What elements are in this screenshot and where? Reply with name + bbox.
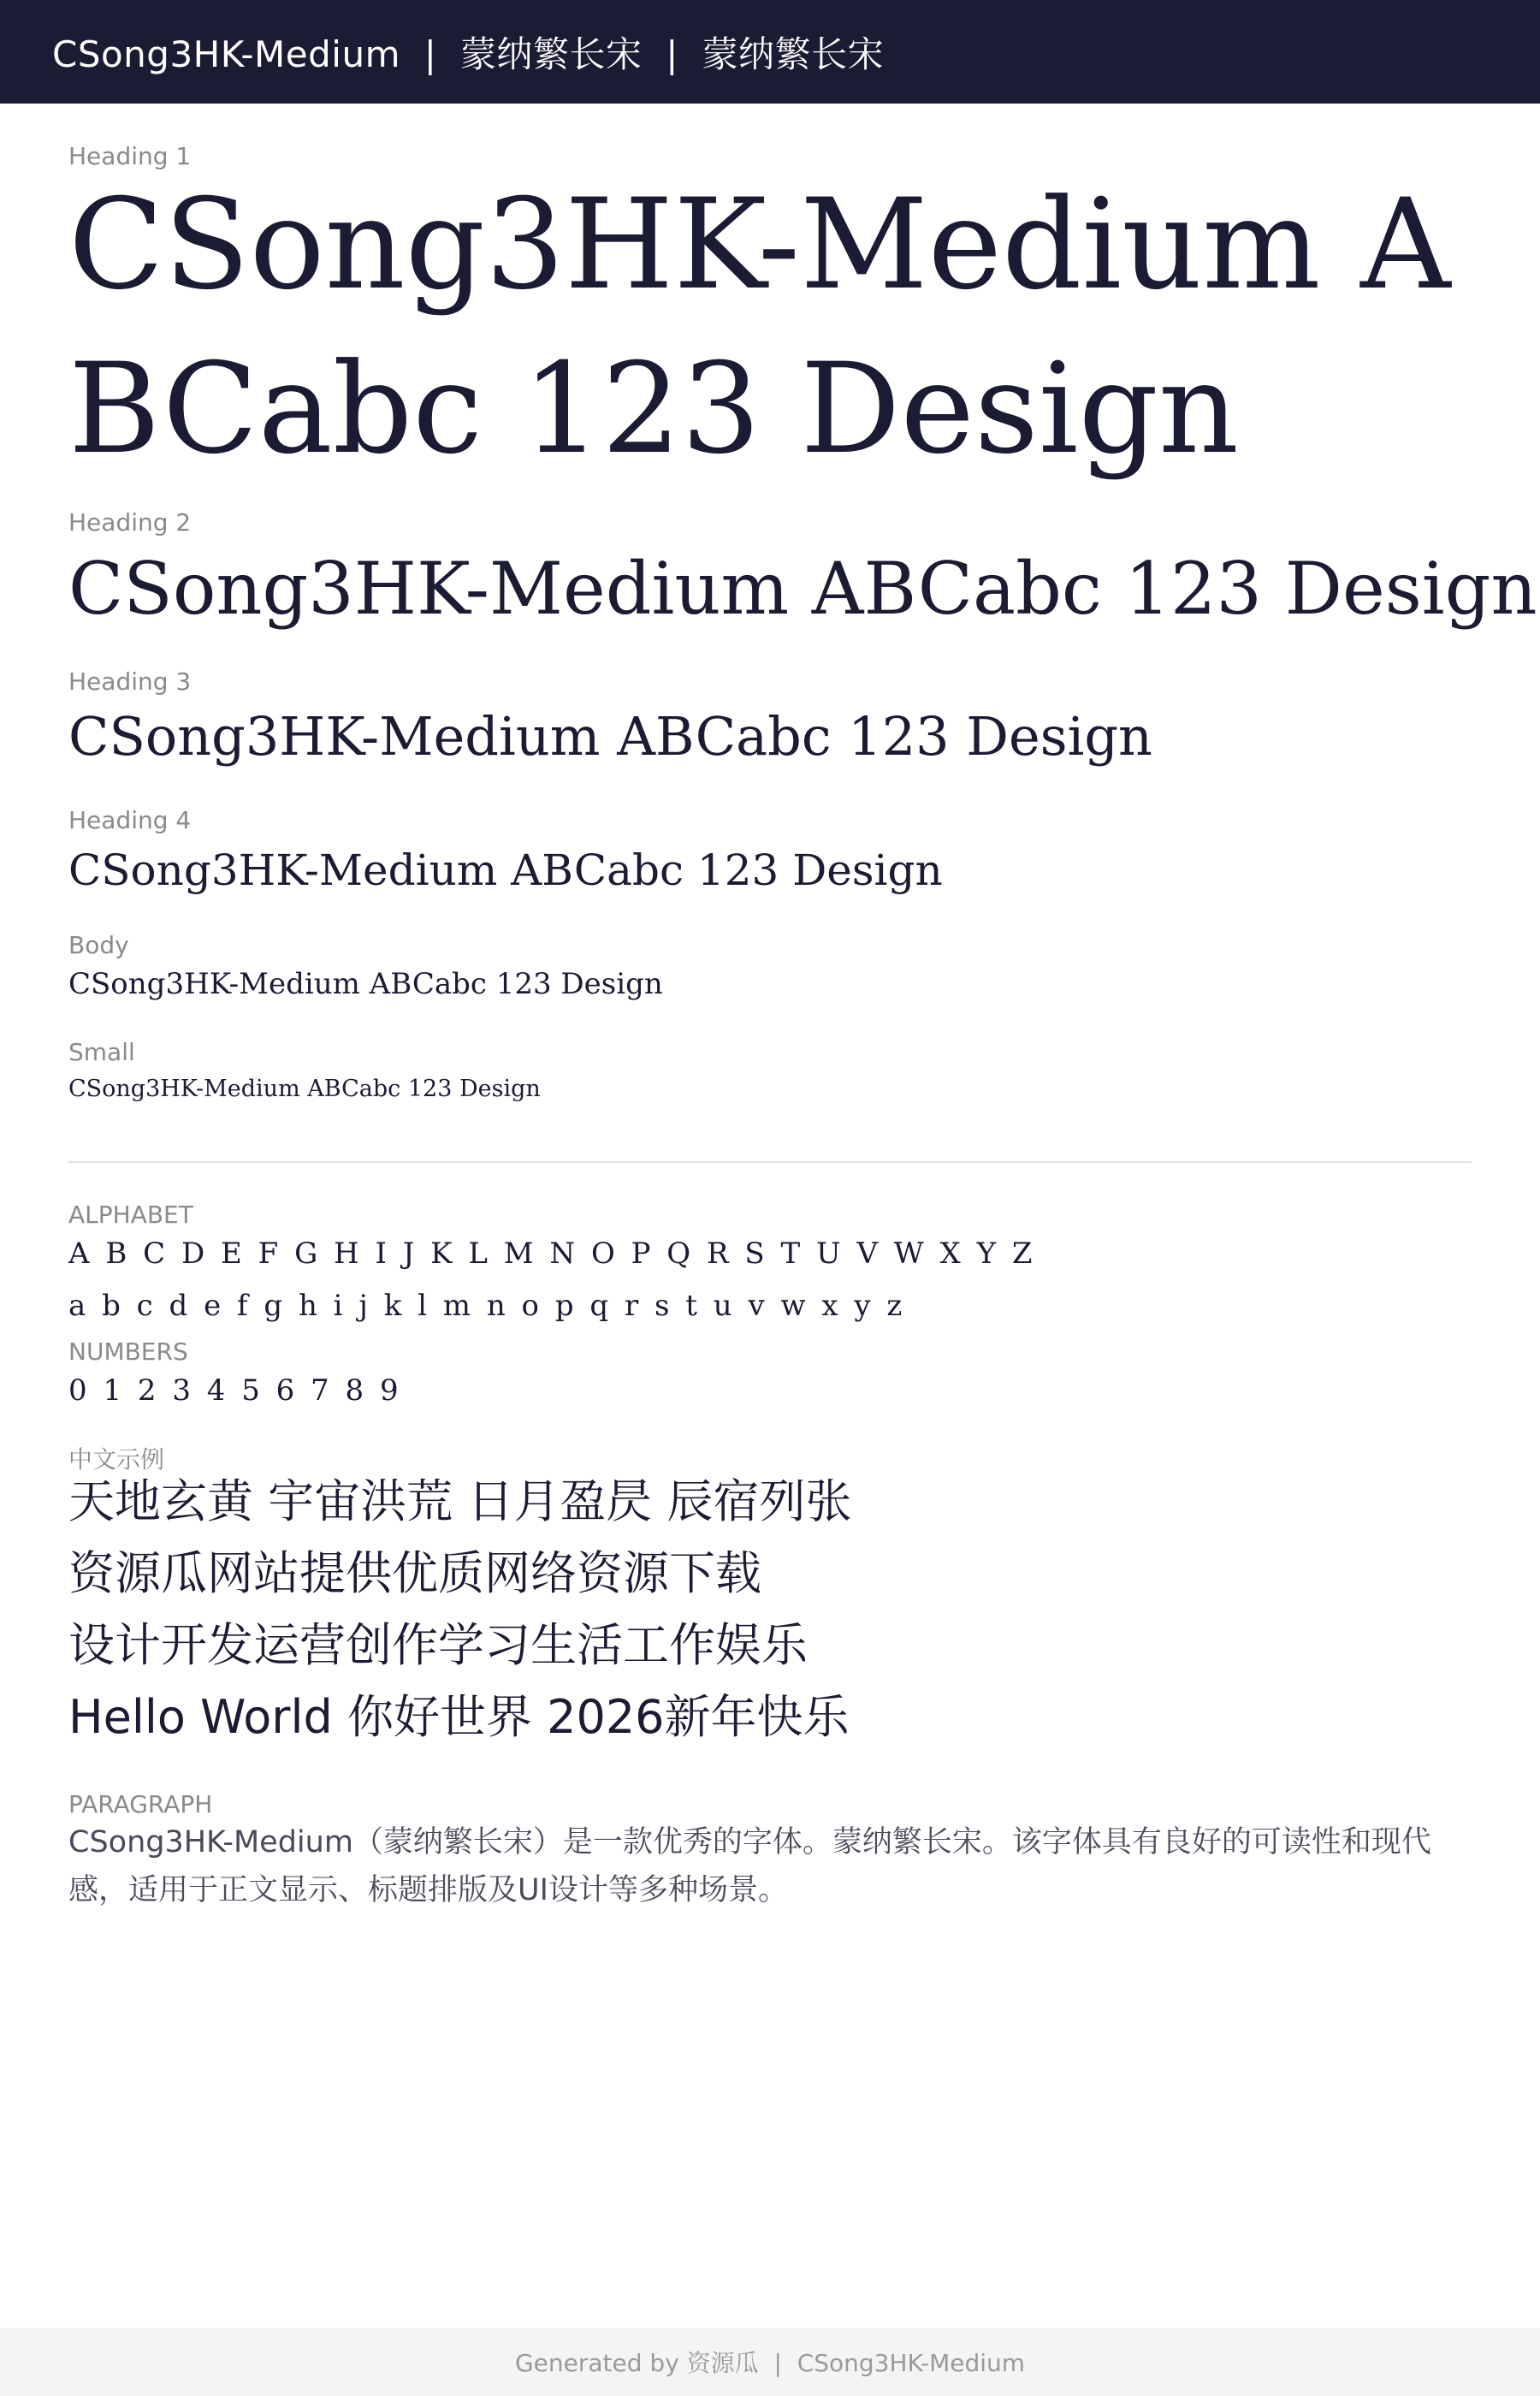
heading3-label: Heading 3 <box>68 667 192 696</box>
heading3-sample: CSong3HK-Medium ABCabc 123 Design <box>68 705 1152 768</box>
small-sample: CSong3HK-Medium ABCabc 123 Design <box>68 1076 541 1102</box>
body-sample: CSong3HK-Medium ABCabc 123 Design <box>68 967 663 1001</box>
small-label: Small <box>68 1038 135 1066</box>
paragraph-text: CSong3HK-Medium（蒙纳繁长宋）是一款优秀的字体。蒙纳繁长宋。该字体具有良好的可读性和现代感，适用于正文显示、标题排版及UI设计等多种场景。 <box>68 1825 1431 1907</box>
chinese-line-3: 设计开发运营创作学习生活工作娱乐 <box>68 1618 808 1672</box>
heading2-label: Heading 2 <box>68 508 192 537</box>
alphabet-lowercase: a b c d e f g h i j k l m n o p q r s t u v w x y z <box>68 1289 906 1323</box>
alphabet-uppercase: A B C D E F G H I J K L M N O P Q R S T U V W X Y Z <box>68 1237 1036 1271</box>
heading2-sample: CSong3HK-Medium ABCabc 123 Design <box>68 547 1537 631</box>
header-bar <box>0 0 1540 104</box>
heading1-label: Heading 1 <box>68 142 192 170</box>
header-title: CSong3HK-Medium | 蒙纳繁长宋 | 蒙纳繁长宋 <box>52 33 885 75</box>
alphabet-label: ALPHABET <box>68 1201 193 1229</box>
footer-bar <box>0 2328 1540 2396</box>
section-divider <box>68 1161 1472 1163</box>
chinese-line-4: Hello World 你好世界 2026新年快乐 <box>68 1690 850 1744</box>
chinese-line-1: 天地玄黄 宇宙洪荒 日月盈昃 辰宿列张 <box>68 1474 852 1528</box>
chinese-label: 中文示例 <box>68 1445 165 1474</box>
chinese-line-2: 资源瓜网站提供优质网络资源下载 <box>68 1546 761 1600</box>
heading1-sample: CSong3HK-Medium ABCabc 123 Design <box>68 172 1451 482</box>
body-label: Body <box>68 931 129 959</box>
paragraph-label: PARAGRAPH <box>68 1790 213 1818</box>
footer-text: Generated by 资源瓜 | CSong3HK-Medium <box>514 2349 1026 2377</box>
numbers-digits: 0 1 2 3 4 5 6 7 8 9 <box>68 1373 402 1408</box>
numbers-label: NUMBERS <box>68 1337 188 1366</box>
heading4-sample: CSong3HK-Medium ABCabc 123 Design <box>68 845 943 895</box>
heading4-label: Heading 4 <box>68 806 192 834</box>
